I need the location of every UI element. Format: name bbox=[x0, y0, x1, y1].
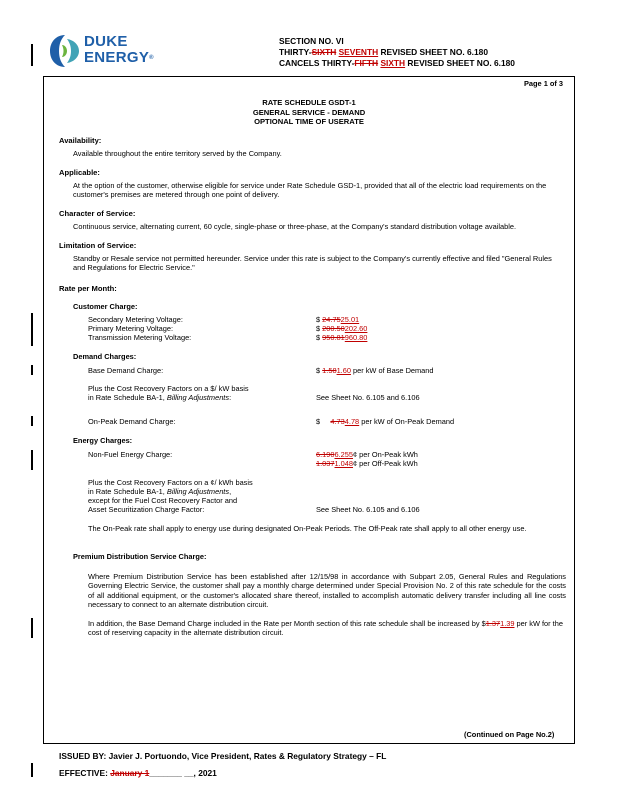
title-line-1: RATE SCHEDULE GSDT-1 bbox=[262, 98, 356, 107]
character-heading: Character of Service: bbox=[59, 209, 136, 218]
revision-bar bbox=[31, 763, 33, 777]
effective-deleted-text: January 1 bbox=[110, 768, 150, 778]
character-text: Continuous service, alternating current, 60 cycle, single-phase or three-phase, at the Company's standard distribution voltage available. bbox=[73, 222, 517, 231]
new-value: 1.048 bbox=[334, 459, 353, 468]
revision-bar bbox=[31, 450, 33, 470]
registered-mark: ® bbox=[149, 55, 154, 61]
demand-crf-value: See Sheet No. 6.105 and 6.106 bbox=[316, 393, 420, 402]
revision-bar bbox=[31, 313, 33, 346]
onpeak-demand-value bbox=[316, 417, 454, 426]
rate-schedule-title bbox=[44, 98, 574, 127]
unit-suffix: ¢ per On-Peak kWh bbox=[353, 450, 418, 459]
energy-crf-line-4: Asset Securitization Charge Factor: bbox=[88, 505, 205, 514]
duke-energy-logo bbox=[48, 33, 158, 73]
applicable-heading: Applicable: bbox=[59, 168, 100, 177]
energy-crf-value: See Sheet No. 6.105 and 6.106 bbox=[316, 505, 420, 514]
issued-by: ISSUED BY: Javier J. Portuondo, Vice President, Rates & Regulatory Strategy – FL bbox=[59, 751, 387, 761]
new-value: 202.60 bbox=[344, 324, 368, 333]
rate-per-month-heading: Rate per Month: bbox=[59, 284, 117, 293]
sheet-suffix: REVISED SHEET NO. 6.180 bbox=[378, 47, 488, 57]
old-value: 200.50 bbox=[322, 324, 345, 333]
unit-suffix: per kW of On-Peak Demand bbox=[359, 417, 455, 426]
unit-suffix: per kW of Base Demand bbox=[350, 366, 434, 375]
logo-energy-word: ENERGY bbox=[84, 49, 150, 66]
currency-prefix: $ bbox=[316, 324, 323, 333]
new-value: 960.80 bbox=[344, 333, 368, 342]
customer-charge-heading: Customer Charge: bbox=[73, 302, 138, 311]
cancels-inserted-text: SIXTH bbox=[380, 58, 406, 68]
limitation-heading: Limitation of Service: bbox=[59, 241, 137, 250]
primary-voltage-value bbox=[316, 324, 367, 333]
title-line-2: GENERAL SERVICE - DEMAND bbox=[252, 107, 366, 117]
crf-prefix: in Rate Schedule BA-1, bbox=[88, 393, 167, 402]
old-value: 1.58 bbox=[322, 366, 337, 375]
premium-distribution-heading: Premium Distribution Service Charge: bbox=[73, 552, 207, 561]
energy-charges-heading: Energy Charges: bbox=[73, 436, 133, 445]
nonfuel-energy-label: Non-Fuel Energy Charge: bbox=[88, 450, 173, 459]
para2-suffix: per kW for the cost of reserving capacity in the alternate distribution circuit. bbox=[88, 619, 563, 638]
energy-crf-line-2 bbox=[88, 487, 231, 496]
old-value: 950.81 bbox=[322, 333, 345, 342]
billing-adjustments-italic: Billing Adjustments bbox=[166, 487, 230, 496]
currency-prefix: $ bbox=[316, 315, 323, 324]
effective-prefix: EFFECTIVE: bbox=[59, 768, 111, 778]
crf-suffix: , bbox=[229, 487, 232, 496]
new-value: 25.01 bbox=[340, 315, 360, 324]
sheet-prefix: THIRTY- bbox=[279, 47, 312, 57]
energy-periods-text: The On-Peak rate shall apply to energy use during designated On-Peak Periods. The Off-Peak rate shall apply to all other energy use. bbox=[88, 524, 527, 533]
old-value: 24.75 bbox=[322, 315, 341, 324]
old-value: 4.73 bbox=[330, 417, 345, 426]
availability-heading: Availability: bbox=[59, 136, 102, 145]
currency-prefix: $ bbox=[316, 366, 323, 375]
secondary-voltage-value bbox=[316, 315, 359, 324]
new-value: 4.78 bbox=[344, 417, 360, 426]
effective-suffix: , 2021 bbox=[193, 768, 217, 778]
base-demand-label: Base Demand Charge: bbox=[88, 366, 164, 375]
energy-crf-line-1: Plus the Cost Recovery Factors on a ¢/ kWh basis bbox=[88, 478, 253, 487]
effective-blank: _______ __ bbox=[149, 768, 194, 778]
cancels-suffix: REVISED SHEET NO. 6.180 bbox=[405, 58, 515, 68]
old-value: 1.37 bbox=[485, 619, 501, 628]
logo-text-duke: DUKE bbox=[84, 33, 128, 50]
old-value: 6.190 bbox=[316, 450, 335, 459]
continued-note: (Continued on Page No.2) bbox=[464, 730, 555, 739]
crf-prefix: in Rate Schedule BA-1, bbox=[88, 487, 167, 496]
section-number: SECTION NO. VI bbox=[279, 36, 344, 46]
page-label: Page 1 of 3 bbox=[524, 79, 564, 88]
base-demand-value bbox=[316, 366, 434, 375]
revision-bar bbox=[31, 365, 33, 375]
primary-voltage-label: Primary Metering Voltage: bbox=[88, 324, 174, 333]
cancels-deleted-text: FIFTH bbox=[354, 58, 379, 68]
onpeak-demand-label: On-Peak Demand Charge: bbox=[88, 417, 176, 426]
premium-distribution-para-1: Where Premium Distribution Service has been established after 12/15/98 in accordance with Subpart 2.05, General Rules and Regulations Governing Electric Service, the customer shall pay a monthly charge determined under Special Provision No. 2 of this rate schedule for the costs of all additional equipment, or the customer's allocated share thereof, installed to accomplish automatic delivery transfer including all line costs necessary to connect to an alternate distribution circuit. bbox=[88, 572, 566, 610]
availability-text: Available throughout the entire territory served by the Company. bbox=[73, 149, 282, 158]
currency-prefix: $ bbox=[316, 417, 331, 426]
demand-charges-heading: Demand Charges: bbox=[73, 352, 137, 361]
cancels-prefix: CANCELS THIRTY- bbox=[279, 58, 355, 68]
document-frame bbox=[43, 76, 575, 744]
demand-crf-line-1: Plus the Cost Recovery Factors on a $/ kW basis bbox=[88, 384, 249, 393]
currency-prefix: $ bbox=[316, 333, 323, 342]
title-line-3: OPTIONAL TIME OF USERATE bbox=[254, 117, 364, 127]
sheet-revision bbox=[279, 47, 488, 58]
duke-energy-logo-mark-icon bbox=[48, 33, 82, 69]
logo-text-energy bbox=[84, 50, 154, 66]
sheet-inserted-text: SEVENTH bbox=[338, 47, 379, 57]
offpeak-energy-value bbox=[316, 459, 418, 468]
demand-crf-line-2 bbox=[88, 393, 231, 402]
revision-bar bbox=[31, 618, 33, 638]
sheet-deleted-text: SIXTH bbox=[311, 47, 337, 57]
applicable-text: At the option of the customer, otherwise eligible for service under Rate Schedule GSD-1, provided that all of the electric load requirements on the customer's premises are metered through one point of delivery. bbox=[73, 181, 547, 200]
transmission-voltage-value bbox=[316, 333, 367, 342]
onpeak-energy-value bbox=[316, 450, 418, 459]
unit-suffix: ¢ per Off-Peak kWh bbox=[353, 459, 418, 468]
revision-bar bbox=[31, 416, 33, 426]
revision-bar bbox=[31, 44, 33, 66]
energy-crf-line-3: except for the Fuel Cost Recovery Factor and bbox=[88, 496, 238, 505]
new-value: 1.39 bbox=[500, 619, 515, 628]
premium-distribution-para-2 bbox=[88, 619, 566, 638]
billing-adjustments-italic: Billing Adjustments bbox=[166, 393, 230, 402]
secondary-voltage-label: Secondary Metering Voltage: bbox=[88, 315, 183, 324]
old-value: 1.037 bbox=[316, 459, 335, 468]
crf-suffix: : bbox=[229, 393, 232, 402]
limitation-text: Standby or Resale service not permitted hereunder. Service under this rate is subject to the Company's currently effective and filed "General Rules and Regulations for Electric Service." bbox=[73, 254, 552, 273]
cancels-revision bbox=[279, 58, 515, 69]
effective-date bbox=[59, 768, 217, 778]
new-value: 1.60 bbox=[336, 366, 351, 375]
new-value: 6.255 bbox=[334, 450, 353, 459]
para2-prefix: In addition, the Base Demand Charge included in the Rate per Month section of this rate schedule shall be increased by $ bbox=[88, 619, 486, 628]
transmission-voltage-label: Transmission Metering Voltage: bbox=[88, 333, 192, 342]
